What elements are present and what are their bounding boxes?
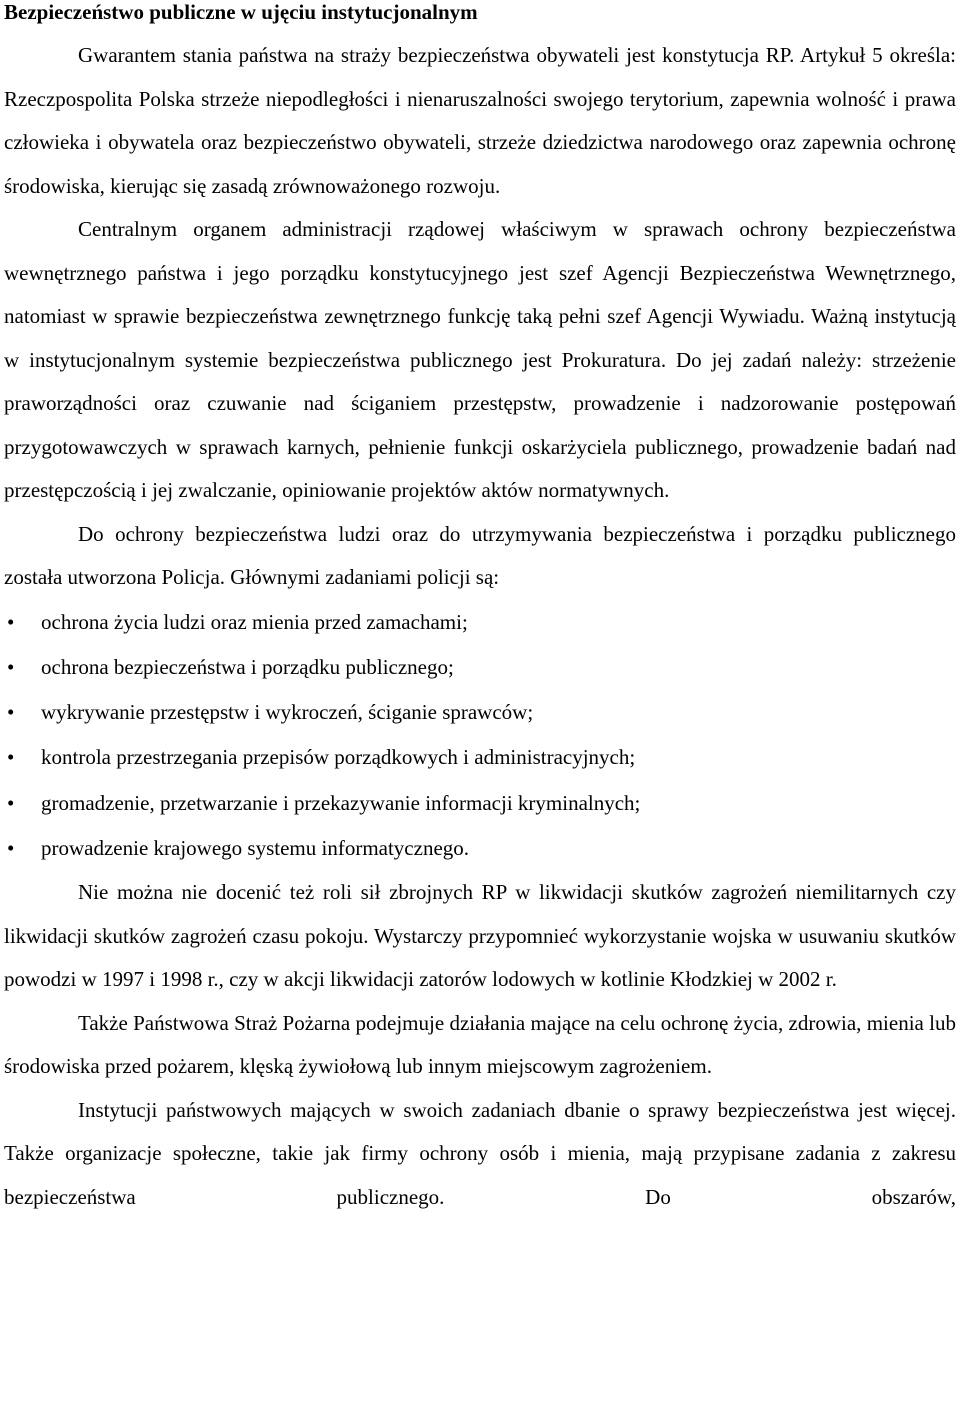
list-item bbox=[4, 826, 956, 871]
list-item-text: gromadzenie, przetwarzanie i przekazywanie informacji kryminalnych; bbox=[41, 790, 641, 815]
bullet-icon: • bbox=[7, 745, 15, 770]
bullet-icon: • bbox=[7, 700, 15, 725]
list-item bbox=[4, 690, 956, 735]
list-item bbox=[4, 781, 956, 826]
bullet-icon: • bbox=[7, 609, 15, 634]
police-tasks-list bbox=[4, 600, 956, 872]
list-item-text: prowadzenie krajowego systemu informatycznego. bbox=[41, 835, 470, 860]
bullet-icon: • bbox=[7, 835, 15, 860]
bullet-icon: • bbox=[7, 654, 15, 679]
list-item bbox=[4, 735, 956, 780]
list-item bbox=[4, 645, 956, 690]
list-item bbox=[4, 600, 956, 645]
list-item-text: ochrona życia ludzi oraz mienia przed zamachami; bbox=[41, 609, 468, 634]
paragraph-police-intro: Do ochrony bezpieczeństwa ludzi oraz do utrzymywania bezpieczeństwa i porządku publicznego została utworzona Policja. Głównymi zadaniami policji są: bbox=[4, 521, 956, 589]
list-item-text: wykrywanie przestępstw i wykroczeń, ściganie sprawców; bbox=[41, 700, 534, 725]
paragraph-fire-service: Także Państwowa Straż Pożarna podejmuje działania mające na celu ochronę życia, zdrowia, mienia lub środowiska przed pożarem, klęską żywiołową lub innym miejscowym zagrożeniem. bbox=[4, 1010, 956, 1079]
bullet-icon: • bbox=[7, 790, 15, 815]
paragraph-armed-forces: Nie można nie docenić też roli sił zbrojnych RP w likwidacji skutków zagrożeń niemilitarnych czy likwidacji skutków zagrożeń czasu pokoju. Wystarczy przypomnieć wykorzystanie wojska w usuwaniu skutków powodzi w 1997 i 1998 r., czy w akcji likwidacji zatorów lodowych w kotlinie Kłodzkiej w 2002 r. bbox=[4, 880, 956, 992]
paragraph-constitution: Gwarantem stania państwa na straży bezpieczeństwa obywateli jest konstytucja RP. Artykuł 5 określa: Rzeczpospolita Polska strzeże niepodległości i nienaruszalności swojego terytorium, zapewnia wolność i prawa człowieka i obywatela oraz bezpieczeństwo obywateli, strzeże dziedzictwa narodowego oraz zapewnia ochronę środowiska, kierując się zasadą zrównoważonego rozwoju. bbox=[4, 43, 956, 198]
paragraph-institutions: Instytucji państwowych mających w swoich zadaniach dbanie o sprawy bezpieczeństwa jest więcej. Także organizacje społeczne, takie jak firmy ochrony osób i mienia, mają przypisane zadania z zakresu bezpieczeństwa publicznego. Do obszarów, bbox=[4, 1097, 956, 1209]
paragraph-central-organs: Centralnym organem administracji rządowej właściwym w sprawach ochrony bezpieczeństwa wewnętrznego państwa i jego porządku konstytucyjnego jest szef Agencji Bezpieczeństwa Wewnętrznego, natomiast w sprawie bezpieczeństwa zewnętrznego funkcję taką pełni szef Agencji Wywiadu. Ważną instytucją w instytucjonalnym systemie bezpieczeństwa publicznego jest Prokuratura. Do jej zadań należy: strzeżenie praworządności oraz czuwanie nad ściganiem przestępstw, prowadzenie i nadzorowanie postępowań przygotowawczych w sprawach karnych, pełnienie funkcji oskarżyciela publicznego, prowadzenie badań nad przestępczością i jej zwalczanie, opiniowanie projektów aktów normatywnych. bbox=[4, 217, 956, 502]
document-title: Bezpieczeństwo publiczne w ujęciu instytucjonalnym bbox=[4, 0, 478, 24]
list-item-text: kontrola przestrzegania przepisów porządkowych i administracyjnych; bbox=[41, 745, 636, 770]
list-item-text: ochrona bezpieczeństwa i porządku publicznego; bbox=[41, 654, 454, 679]
